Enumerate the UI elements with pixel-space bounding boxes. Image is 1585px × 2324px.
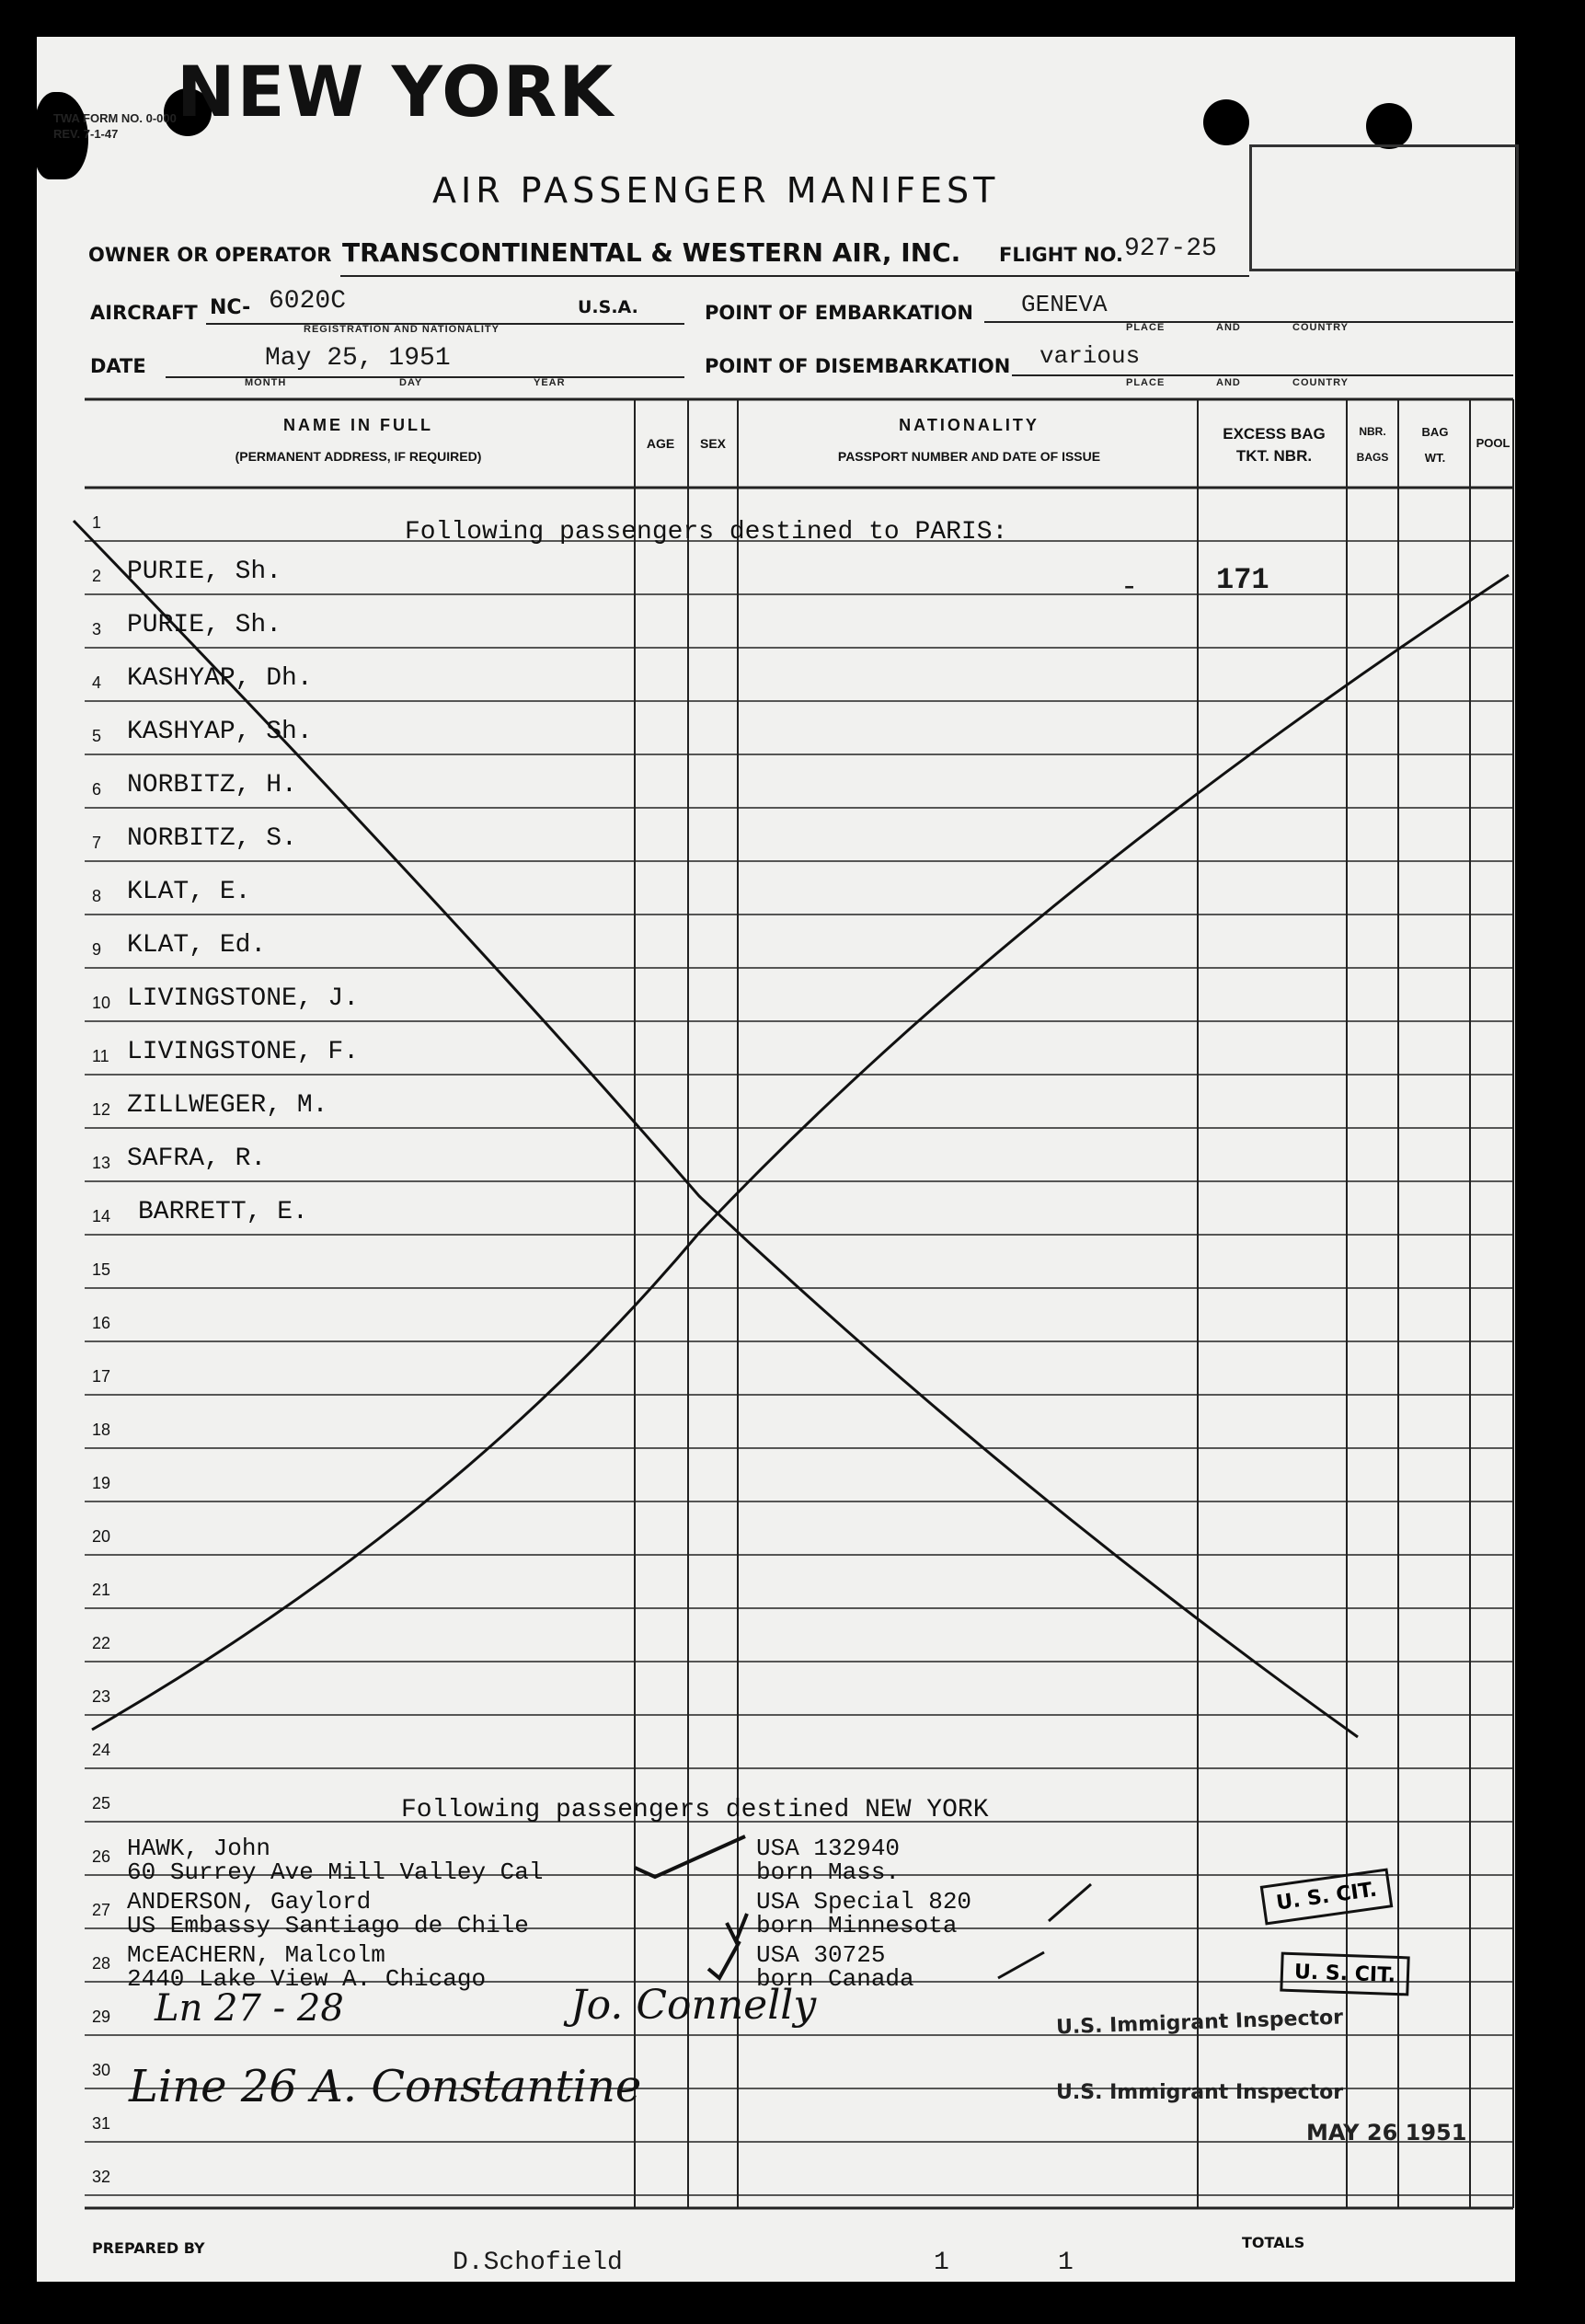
passenger-name: KASHYAP, Dh. [127, 664, 313, 693]
row-number: 6 [92, 780, 102, 799]
row-number: 19 [92, 1474, 111, 1492]
flight-value: 927-25 [1124, 235, 1217, 263]
row-number: 25 [92, 1794, 111, 1812]
row-number: 30 [92, 2061, 111, 2079]
passenger-name: LIVINGSTONE, F. [127, 1038, 360, 1066]
row-number: 11 [92, 1047, 109, 1065]
ny-passenger-name: HAWK, John [127, 1835, 271, 1862]
row-number: 26 [92, 1847, 111, 1866]
passenger-name: KASHYAP, Sh. [127, 718, 313, 746]
col-sex-header: SEX [699, 436, 726, 451]
date-label: DATE [90, 355, 146, 377]
disembark-and: AND [1216, 377, 1241, 388]
row-number: 28 [92, 1954, 111, 1973]
usa-label: U.S.A. [578, 297, 638, 317]
row-number: 32 [92, 2168, 111, 2186]
passenger-name: KLAT, Ed. [127, 931, 267, 960]
date-value: May 25, 1951 [265, 344, 451, 373]
row-number: 24 [92, 1741, 111, 1759]
handwritten-signature-2: Line 26 A. Constantine [129, 2061, 642, 2112]
ny-passenger-nat2: born Mass. [756, 1858, 901, 1886]
passenger-name: PURIE, Sh. [127, 611, 282, 639]
row-number: 7 [92, 834, 102, 852]
ny-passenger-nat2: born Minnesota [756, 1912, 958, 1939]
stamp-title: NEW YORK [177, 51, 615, 132]
disembark-label: POINT OF DISEMBARKATION [705, 355, 1011, 377]
col-excess-header: EXCESS BAG [1223, 425, 1326, 443]
handwritten-row29: Ln 27 - 28 [155, 1987, 344, 2030]
ny-passenger-name: McEACHERN, Malcolm [127, 1941, 385, 1969]
passenger-name: SAFRA, R. [127, 1145, 267, 1173]
owner-value: TRANSCONTINENTAL & WESTERN AIR, INC. [342, 237, 961, 268]
col-nationality-header: NATIONALITY [899, 416, 1039, 434]
row-number: 14 [92, 1207, 111, 1225]
row-number: 2 [92, 567, 102, 585]
date-stamp: MAY 26 1951 [1306, 2120, 1467, 2146]
us-cit-stamp-1: U. S. CIT. [1260, 1868, 1394, 1925]
disembark-value: various [1039, 342, 1141, 370]
check-mark-3 [727, 1914, 747, 1941]
row-number: 10 [92, 994, 111, 1012]
passenger-name: ZILLWEGER, M. [127, 1091, 328, 1120]
cross-out-line-2 [92, 575, 1509, 1730]
section-new-york: Following passengers destined NEW YORK [401, 1796, 989, 1824]
row-number: 27 [92, 1901, 111, 1919]
ny-passenger-address: US Embassy Santiago de Chile [127, 1912, 529, 1939]
check-mark-4 [708, 1941, 740, 1978]
passenger-name: NORBITZ, H. [127, 771, 297, 800]
ny-passenger-name: ANDERSON, Gaylord [127, 1888, 372, 1916]
passenger-name: KLAT, E. [127, 878, 251, 906]
ny-passenger-address: 2440 Lake View A. Chicago [127, 1965, 487, 1993]
page-title: AIR PASSENGER MANIFEST [432, 170, 1000, 211]
col-name-header: NAME IN FULL [283, 416, 433, 434]
row-number: 29 [92, 2008, 111, 2026]
row-number: 18 [92, 1421, 111, 1439]
passenger-name: NORBITZ, S. [127, 824, 297, 853]
aircraft-prefix: NC- [210, 296, 251, 319]
ny-passenger-nat1: USA 30725 [756, 1941, 886, 1969]
ny-passenger-nat2: born Canada [756, 1965, 914, 1993]
row-number: 21 [92, 1581, 111, 1599]
check-mark-1 [635, 1836, 745, 1877]
date-sub-day: DAY [399, 377, 423, 388]
row-number: 13 [92, 1154, 111, 1172]
ny-passenger-nat1: USA 132940 [756, 1835, 901, 1862]
embark-and: AND [1216, 322, 1241, 333]
footer-count-2: 1 [1058, 2249, 1074, 2277]
disembark-country: COUNTRY [1292, 377, 1349, 388]
col-bags-header: BAGS [1356, 451, 1389, 464]
ny-passenger-nat1: USA Special 820 [756, 1888, 972, 1916]
col-tkt-header: TKT. NBR. [1235, 447, 1313, 465]
col-nbr-header: NBR. [1359, 425, 1386, 438]
totals-label: TOTALS [1242, 2234, 1305, 2251]
cross-out-line-1 [74, 521, 1358, 1737]
paris-ticket-number: 171 [1216, 563, 1269, 597]
us-cit-stamp-2: U. S. CIT. [1280, 1952, 1410, 1996]
row-number: 20 [92, 1527, 111, 1546]
form-number-line2: REV. 7-1-47 [53, 127, 119, 141]
row-number: 12 [92, 1100, 111, 1119]
footer-count-1: 1 [934, 2249, 949, 2277]
prepared-by-value: D.Schofield [453, 2249, 623, 2277]
row-number: 4 [92, 673, 102, 692]
inspector-stamp-2: U.S. Immigrant Inspector [1056, 2081, 1344, 2104]
embark-place: PLACE [1126, 322, 1166, 333]
row-number: 23 [92, 1687, 111, 1706]
row-number: 15 [92, 1260, 111, 1279]
date-sub-month: MONTH [245, 377, 287, 388]
ny-passenger-address: 60 Surrey Ave Mill Valley Cal [127, 1858, 544, 1886]
flight-label: FLIGHT NO. [999, 244, 1123, 266]
embark-country: COUNTRY [1292, 322, 1349, 333]
col-name-sub: (PERMANENT ADDRESS, IF REQUIRED) [235, 449, 482, 464]
handwritten-signature-1: Jo. Connelly [570, 1982, 817, 2029]
check-mark-5 [998, 1952, 1044, 1978]
col-age-header: AGE [646, 436, 675, 451]
embark-value: GENEVA [1021, 291, 1108, 318]
form-number-line1: TWA FORM NO. 0-000 [53, 111, 177, 125]
paris-mark: - [1120, 570, 1139, 604]
check-mark-2 [1049, 1884, 1091, 1921]
prepared-by-label: PREPARED BY [92, 2239, 205, 2257]
row-number: 17 [92, 1367, 111, 1386]
row-number: 5 [92, 727, 102, 745]
col-bag-header: BAG [1421, 425, 1449, 439]
aircraft-sub: REGISTRATION AND NATIONALITY [304, 324, 500, 335]
row-number: 31 [92, 2114, 111, 2133]
row-number: 1 [92, 513, 102, 532]
disembark-place: PLACE [1126, 377, 1166, 388]
col-pool-header: POOL [1476, 436, 1510, 450]
col-wt-header: WT. [1424, 451, 1446, 465]
passenger-name: BARRETT, E. [138, 1198, 308, 1226]
owner-label: OWNER OR OPERATOR [88, 244, 332, 266]
embark-label: POINT OF EMBARKATION [705, 302, 973, 324]
row-number: 16 [92, 1314, 111, 1332]
row-number: 3 [92, 620, 102, 639]
col-nationality-sub: PASSPORT NUMBER AND DATE OF ISSUE [837, 449, 1101, 464]
passenger-name: PURIE, Sh. [127, 558, 282, 586]
row-number: 8 [92, 887, 102, 905]
passenger-name: LIVINGSTONE, J. [127, 984, 360, 1013]
aircraft-label: AIRCRAFT [90, 302, 198, 324]
aircraft-value: 6020C [269, 287, 347, 316]
row-number: 22 [92, 1634, 111, 1652]
inspector-stamp-1: U.S. Immigrant Inspector [1055, 2006, 1344, 2040]
row-number: 9 [92, 940, 102, 959]
date-sub-year: YEAR [534, 377, 566, 388]
section-paris: Following passengers destined to PARIS: [405, 518, 1008, 546]
